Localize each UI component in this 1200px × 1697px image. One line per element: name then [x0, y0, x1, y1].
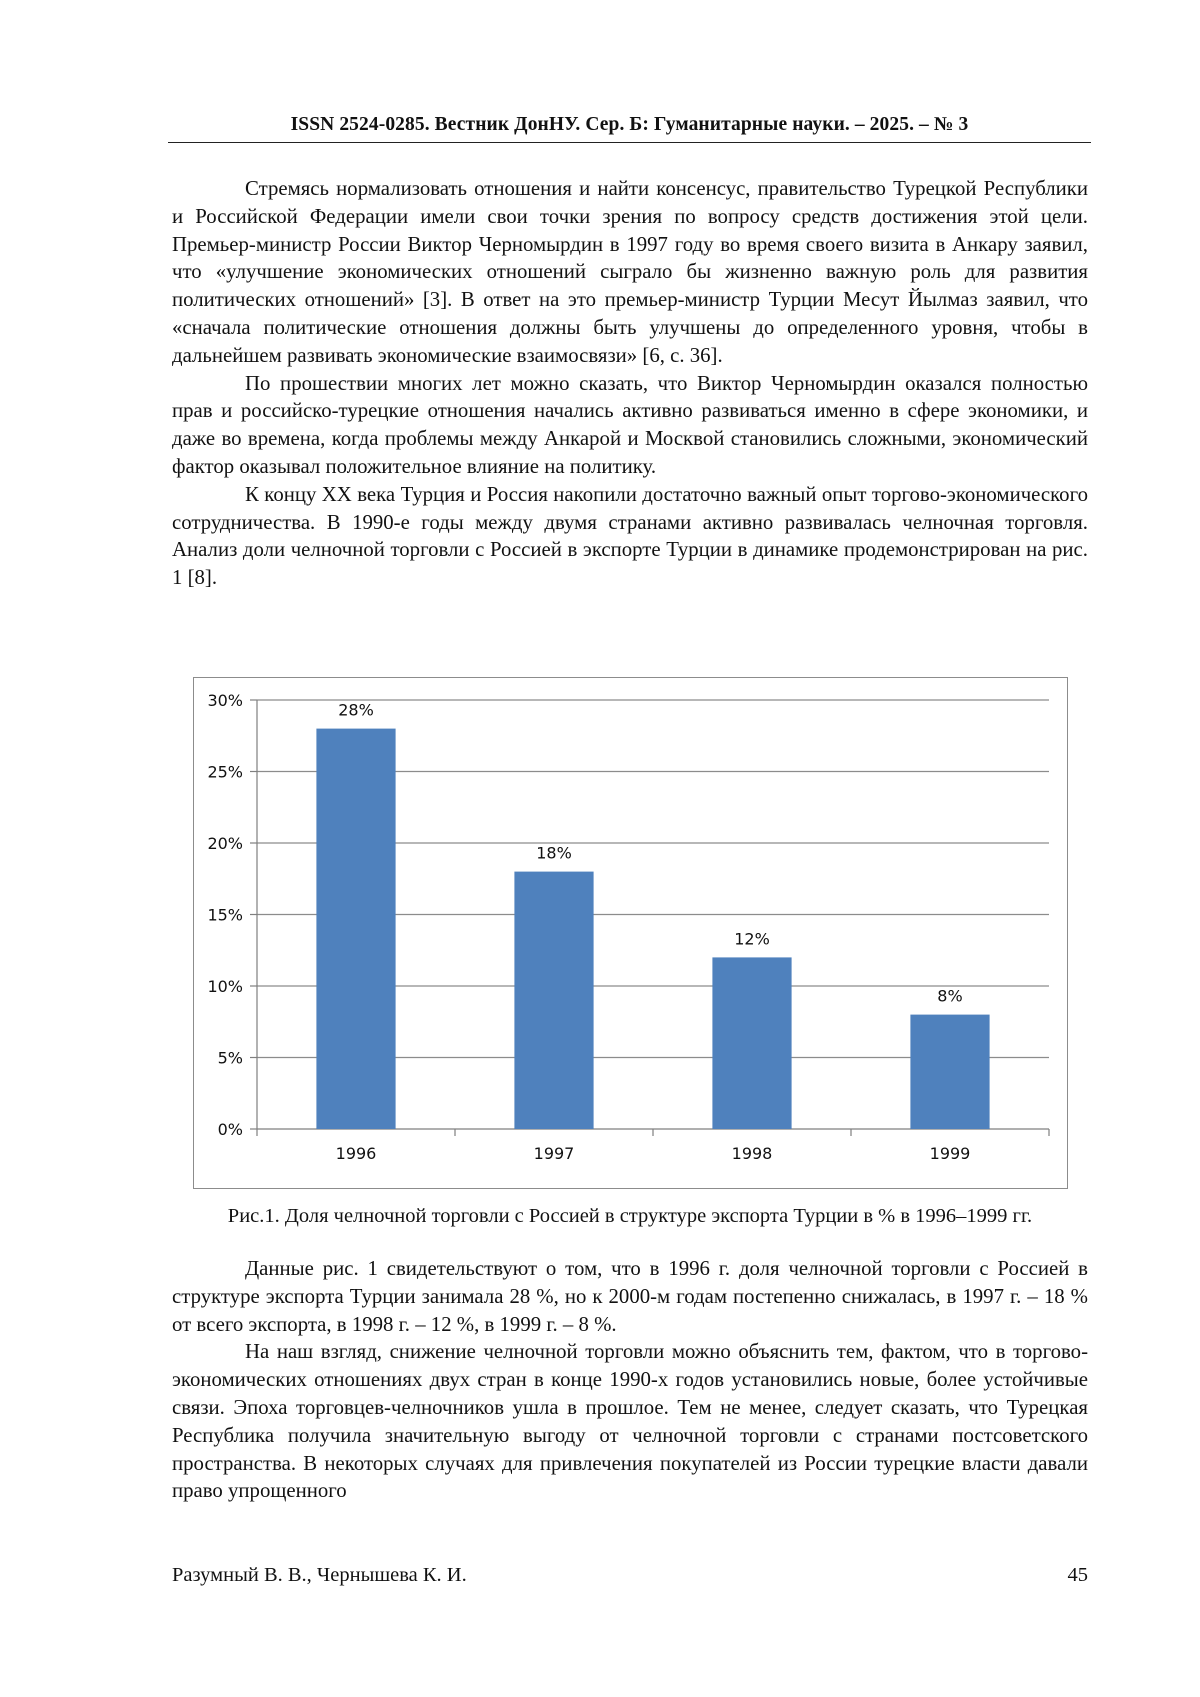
bar-chart	[193, 677, 1068, 1189]
bar-1996	[316, 729, 395, 1129]
y-tick-label: 5%	[217, 1048, 243, 1068]
data-label: 12%	[734, 929, 770, 949]
header-rule	[168, 142, 1091, 143]
top-text-block	[172, 175, 1088, 592]
x-tick-label: 1998	[731, 1144, 773, 1163]
y-tick-label: 25%	[207, 762, 243, 782]
y-tick-label: 30%	[207, 691, 243, 710]
x-tick-label: 1997	[533, 1144, 575, 1163]
x-tick-label: 1999	[929, 1144, 971, 1163]
bottom-text-block	[172, 1255, 1088, 1505]
data-label: 28%	[338, 700, 374, 720]
bar-1997	[514, 872, 593, 1129]
y-tick-label: 15%	[207, 905, 243, 925]
data-label: 18%	[536, 843, 572, 863]
footer-authors: Разумный В. В., Чернышева К. И.	[172, 1564, 467, 1586]
data-label: 8%	[937, 986, 963, 1006]
page-number: 45	[1067, 1564, 1088, 1586]
paragraph: Данные рис. 1 свидетельствуют о том, что в 1996 г. доля челночной торговли с Россией в структуре экспорта Турции занимала 28 %, но к 2000-м годам постепенно снижалась, в 1997 г. – 18 % от всего экспорта, в 1998 г. – 12 %, в 1999 г. – 8 %.	[172, 1257, 1088, 1336]
journal-header: ISSN 2524-0285. Вестник ДонНУ. Сер. Б: Гуманитарные науки. – 2025. – № 3	[290, 114, 969, 135]
paragraph: По прошествии многих лет можно сказать, что Виктор Черномырдин оказался полностью прав и российско-турецкие отношения начались активно развиваться именно в сфере экономики, и даже во времена, когда проблемы между Анкарой и Москвой становились сложными, экономический фактор оказывал положительное влияние на политику.	[172, 371, 1088, 478]
bar-1999	[910, 1015, 989, 1129]
bar-chart-svg	[194, 678, 1069, 1190]
y-tick-label: 0%	[217, 1120, 243, 1139]
figure-caption: Рис.1. Доля челночной торговли с Россией в структуре экспорта Турции в % в 1996–1999 гг.	[227, 1205, 1033, 1227]
y-tick-label: 10%	[207, 977, 243, 996]
paragraph: На наш взгляд, снижение челночной торговли можно объяснить тем, фактом, что в торгово-экономических отношениях двух стран в конце 1990-х годов установились новые, более устойчивые связи. Эпоха торговцев-челночников ушла в прошлое. Тем не менее, следует сказать, что Турецкая Республика получила значительную выгоду от челночной торговли с странами постсоветского пространства. В некоторых случаях для привлечения покупателей из России турецкие власти давали право упрощенного	[172, 1340, 1088, 1503]
x-tick-label: 1996	[335, 1144, 377, 1163]
paragraph: Стремясь нормализовать отношения и найти консенсус, правительство Турецкой Республики и Российской Федерации имели свои точки зрения по вопросу средств достижения этой цели. Премьер-министр России Виктор Черномырдин в 1997 году во время своего визита в Анкару заявил, что «улучшение экономических отношений сыграло бы жизненно важную роль для развития политических отношений» [3]. В ответ на это премьер-министр Турции Месут Йылмаз заявил, что «сначала политические отношения должны быть улучшены до определенного уровня, чтобы в дальнейшем развивать экономические взаимосвязи» [6, с. 36].	[172, 177, 1088, 367]
y-tick-label: 20%	[207, 834, 243, 853]
paragraph: К концу XX века Турция и Россия накопили достаточно важный опыт торгово-экономического сотрудничества. В 1990-е годы между двумя странами активно развивалась челночная торговля. Анализ доли челночной торговли с Россией в экспорте Турции в динамике продемонстрирован на рис. 1 [8].	[172, 482, 1088, 590]
bar-1998	[712, 957, 791, 1129]
